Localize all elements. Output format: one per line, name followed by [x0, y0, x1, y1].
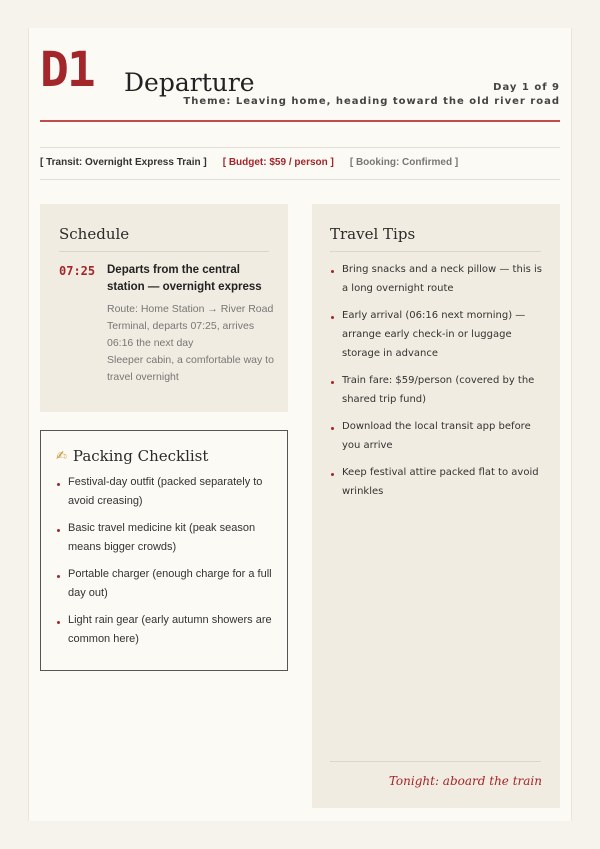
pencil-icon: ✍ [56, 448, 67, 464]
event-note: Sleeper cabin, a comfortable way to travel overnight [107, 354, 274, 383]
budget-tag: [ Budget: $59 / person ] [222, 157, 334, 168]
day-header [40, 44, 560, 124]
tags-divider-bottom [40, 179, 560, 180]
list-item: Download the local transit app before you arrive [329, 417, 543, 455]
list-item: Festival-day outfit (packed separately to avoid creasing) [55, 473, 277, 511]
day-theme: Theme: Leaving home, heading toward the old river road [183, 96, 560, 107]
tags-divider-top [40, 147, 560, 148]
tips-footer: Tonight: aboard the train [388, 774, 542, 788]
packing-heading-row [56, 447, 208, 465]
day-counter: Day 1 of 9 [493, 82, 560, 93]
schedule-divider [59, 251, 269, 252]
list-item: Early arrival (06:16 next morning) — arrange early check-in or luggage storage in advance [329, 306, 543, 363]
event-title: Departs from the central station — overnight express [107, 264, 262, 293]
list-item: Bring snacks and a neck pillow — this is a long overnight route [329, 260, 543, 298]
packing-panel [40, 430, 288, 671]
event-route: Route: Home Station → River Road Terminal, departs 07:25, arrives 06:16 the next day [107, 303, 274, 349]
tips-panel [312, 204, 560, 808]
packing-list [55, 473, 277, 657]
list-item: Train fare: $59/person (covered by the shared trip fund) [329, 371, 543, 409]
list-item: Light rain gear (early autumn showers are common here) [55, 611, 277, 649]
event-time: 07:25 [59, 264, 96, 278]
list-item: Keep festival attire packed flat to avoid wrinkles [329, 463, 543, 501]
packing-heading: Packing Checklist [72, 447, 209, 465]
booking-tag: [ Booking: Confirmed ] [349, 157, 459, 168]
info-tags [40, 157, 560, 168]
schedule-panel [40, 204, 288, 412]
schedule-heading: Schedule [59, 225, 130, 243]
list-item: Portable charger (enough charge for a full day out) [55, 565, 277, 603]
page-title: Departure [124, 68, 255, 97]
tips-divider [330, 251, 541, 252]
header-divider [40, 120, 560, 122]
tips-list [329, 260, 543, 509]
tips-footer-divider [330, 761, 541, 762]
event-detail [107, 301, 279, 386]
day-code: D1 [40, 42, 94, 98]
transit-tag: [ Transit: Overnight Express Train ] [40, 157, 207, 168]
list-item: Basic travel medicine kit (peak season means bigger crowds) [55, 519, 277, 557]
tips-heading: Travel Tips [330, 225, 416, 243]
